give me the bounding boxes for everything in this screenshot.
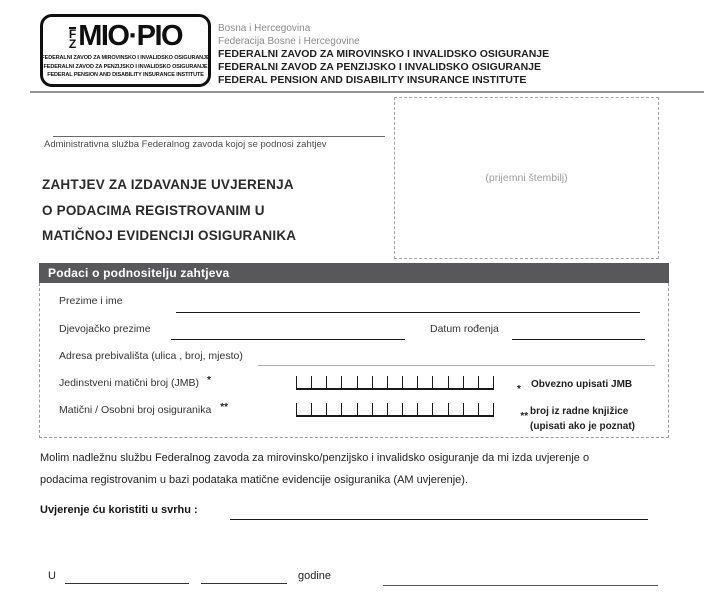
institute-logo bbox=[40, 14, 211, 87]
jmb-note-star: * bbox=[517, 384, 521, 395]
logo-subtitle-1: FEDERALNI ZAVOD ZA MIROVINSKO I INVALIDSKO OSIGURANJE bbox=[41, 55, 210, 62]
jmb-comb-field[interactable] bbox=[296, 374, 494, 390]
insured-number-label bbox=[59, 404, 228, 416]
jmb-label-text: Jedinstveni matični broj (JMB) bbox=[59, 377, 200, 389]
insured-number-label-text: Matični / Osobni broj osiguranika bbox=[59, 404, 212, 416]
country-label: Bosna i Hercegovina bbox=[218, 23, 311, 34]
institution-header bbox=[218, 22, 549, 87]
jmb-note: Obvezno upisati JMB bbox=[531, 379, 633, 390]
request-paragraph-line-2: podacima registrovanim u bazi podataka matične evidencije osiguranika (AM uvjerenje). bbox=[40, 474, 468, 486]
request-paragraph-line-1: Molim nadležnu službu Federalnog zavoda za mirovinsko/penzijsko i invalidsko osiguranje da mi izda uvjerenje o bbox=[40, 452, 590, 464]
form-title-line-1: ZAHTJEV ZA IZDAVANJE UVJERENJA bbox=[42, 177, 294, 192]
surname-input-line[interactable] bbox=[176, 297, 640, 313]
logo-subtitle-3: FEDERAL PENSION AND DISABILITY INSURANCE INSTITUTE bbox=[47, 72, 204, 79]
form-title-line-3: MATIČNOJ EVIDENCIJI OSIGURANIKA bbox=[42, 228, 297, 243]
address-label: Adresa prebivališta (ulica , broj, mjesto) bbox=[59, 350, 243, 362]
purpose-input-line[interactable] bbox=[230, 506, 648, 520]
signature-input-line[interactable] bbox=[383, 572, 658, 586]
insured-note-line-1: broj iz radne knjižice bbox=[530, 406, 629, 417]
date-suffix: godine bbox=[298, 570, 332, 582]
office-input-line[interactable] bbox=[53, 120, 385, 137]
logo-wordmark bbox=[69, 20, 182, 53]
org-name-2: FEDERALNI ZAVOD ZA PENZIJSKO I INVALIDSKO OSIGURANJE bbox=[218, 61, 541, 73]
request-paragraph bbox=[40, 447, 672, 491]
section-header-bar bbox=[39, 263, 669, 283]
org-name-1: FEDERALNI ZAVOD ZA MIROVINSKO I INVALIDSKO OSIGURANJE bbox=[218, 48, 550, 60]
form-title bbox=[42, 172, 296, 249]
fz-monogram bbox=[68, 27, 77, 52]
stamp-label: (prijemni štembilj) bbox=[485, 172, 568, 184]
section-title: Podaci o podnositelju zahtjeva bbox=[48, 266, 230, 280]
insured-comb-field[interactable] bbox=[296, 401, 494, 417]
place-prefix: U bbox=[48, 570, 56, 582]
maiden-name-label: Djevojačko prezime bbox=[59, 323, 151, 335]
insured-note-stars: ** bbox=[520, 411, 529, 422]
purpose-label: Uvjerenje ću koristiti u svrhu : bbox=[40, 504, 198, 516]
jmb-required-star: * bbox=[206, 375, 211, 386]
federation-label: Federacija Bosne i Hercegovine bbox=[218, 36, 360, 47]
office-caption: Administrativna služba Federalnog zavoda kojoj se podnosi zahtjev bbox=[44, 139, 327, 150]
jmb-label bbox=[59, 377, 211, 389]
birth-date-label: Datum rođenja bbox=[430, 323, 499, 335]
insured-note-line-2: (upisati ako je poznat) bbox=[530, 421, 636, 432]
surname-label: Prezime i ime bbox=[59, 295, 123, 307]
birth-date-input-line[interactable] bbox=[512, 325, 645, 340]
header-divider bbox=[30, 91, 704, 93]
fz-letter-z: Z bbox=[68, 37, 77, 52]
brand-text: MIO·PIO bbox=[78, 20, 183, 53]
fz-letter-f: F bbox=[68, 27, 77, 42]
maiden-name-input-line[interactable] bbox=[171, 325, 405, 340]
address-input-line[interactable] bbox=[258, 352, 655, 366]
place-input-line[interactable] bbox=[65, 570, 189, 584]
org-name-3: FEDERAL PENSION AND DISABILITY INSURANCE INSTITUTE bbox=[218, 74, 527, 86]
insured-number-stars: ** bbox=[220, 402, 229, 413]
receipt-stamp-box bbox=[394, 97, 659, 259]
logo-subtitle-2: FEDERALNI ZAVOD ZA PENZIJSKO I INVALIDSKO OSIGURANJE bbox=[43, 63, 208, 70]
date-input-line[interactable] bbox=[201, 570, 287, 584]
form-title-line-2: O PODACIMA REGISTROVANIM U bbox=[42, 202, 265, 218]
